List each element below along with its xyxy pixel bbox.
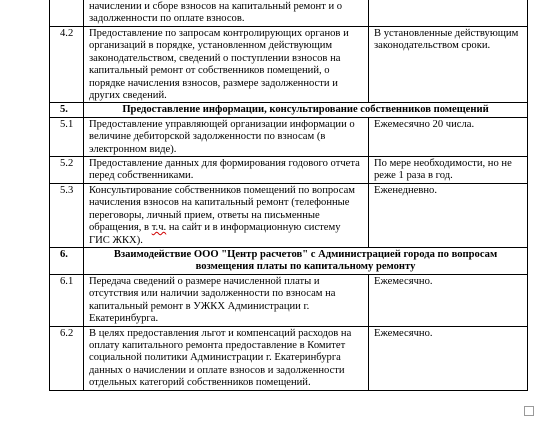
table-row bbox=[50, 117, 528, 156]
row-number: 6.2 bbox=[50, 326, 84, 390]
row-number: 6.1 bbox=[50, 274, 84, 326]
row-description bbox=[84, 183, 369, 247]
description-text: на сайт и в информационную систему ГИС ЖКХ). bbox=[89, 222, 341, 246]
row-description: Передача сведений о размере начисленной платы и отсутствия или наличии задолженности по взносам на капитальный ремонт в УЖКХ Администрации г. Екатеринбурга. bbox=[84, 274, 369, 326]
table-row bbox=[50, 326, 528, 390]
row-description: Предоставление управляющей организации информации о величине дебиторской задолженности по взносам (в электронном виде). bbox=[84, 117, 369, 156]
description-text: Консультирование собственников помещений по вопросам начисления взносов на капитальный ремонт (телефонные переговоры, личный прием, ответы на письменные обращения, в bbox=[89, 184, 355, 234]
row-term: По мере необходимости, но не реже 1 раза в год. bbox=[369, 157, 528, 184]
table-row bbox=[50, 183, 528, 247]
row-description: Предоставление данных для формирования годового отчета перед собственниками. bbox=[84, 157, 369, 184]
section-title: Предоставление информации, консультирование собственников помещений bbox=[84, 103, 528, 117]
row-number: 5.1 bbox=[50, 117, 84, 156]
row-description: Предоставление по запросам контролирующих органов и организаций в порядке, установленном действующим законодательством, сведений о поступлении взносов на капитальный ремонт от собственников помещений, о порядке начисления взносов, размере задолженности и других сведений. bbox=[84, 27, 369, 103]
row-term bbox=[369, 0, 528, 27]
row-description: начислении и сборе взносов на капитальный ремонт и о задолженности по оплате взносов. bbox=[84, 0, 369, 27]
row-term: Ежемесячно. bbox=[369, 274, 528, 326]
table-row bbox=[50, 274, 528, 326]
table-resize-handle-icon[interactable] bbox=[524, 406, 534, 416]
row-description: В целях предоставления льгот и компенсаций расходов на оплату капитального ремонта предоставление в Комитет социальной политики Администрации г. Екатеринбурга данных о начислении и оплате взносов и задолженности отдельных категорий собственников помещений. bbox=[84, 326, 369, 390]
row-term: Еженедневно. bbox=[369, 183, 528, 247]
obligations-table bbox=[49, 0, 528, 391]
row-number: 4.2 bbox=[50, 27, 84, 103]
table-row bbox=[50, 0, 528, 27]
section-header-row bbox=[50, 247, 528, 274]
row-term: Ежемесячно 20 числа. bbox=[369, 117, 528, 156]
table-row bbox=[50, 157, 528, 184]
spellcheck-marked-word: т.ч. bbox=[151, 222, 167, 234]
table-row bbox=[50, 27, 528, 103]
row-number: 5.2 bbox=[50, 157, 84, 184]
row-term: Ежемесячно. bbox=[369, 326, 528, 390]
row-number: 5.3 bbox=[50, 183, 84, 247]
row-number bbox=[50, 0, 84, 27]
row-term: В установленные действующим законодательством сроки. bbox=[369, 27, 528, 103]
section-header-row bbox=[50, 103, 528, 117]
section-title: Взаимодействие ООО "Центр расчетов" с Администрацией города по вопросам возмещения платы по капитальному ремонту bbox=[84, 247, 528, 274]
section-number: 6. bbox=[50, 247, 84, 274]
section-number: 5. bbox=[50, 103, 84, 117]
